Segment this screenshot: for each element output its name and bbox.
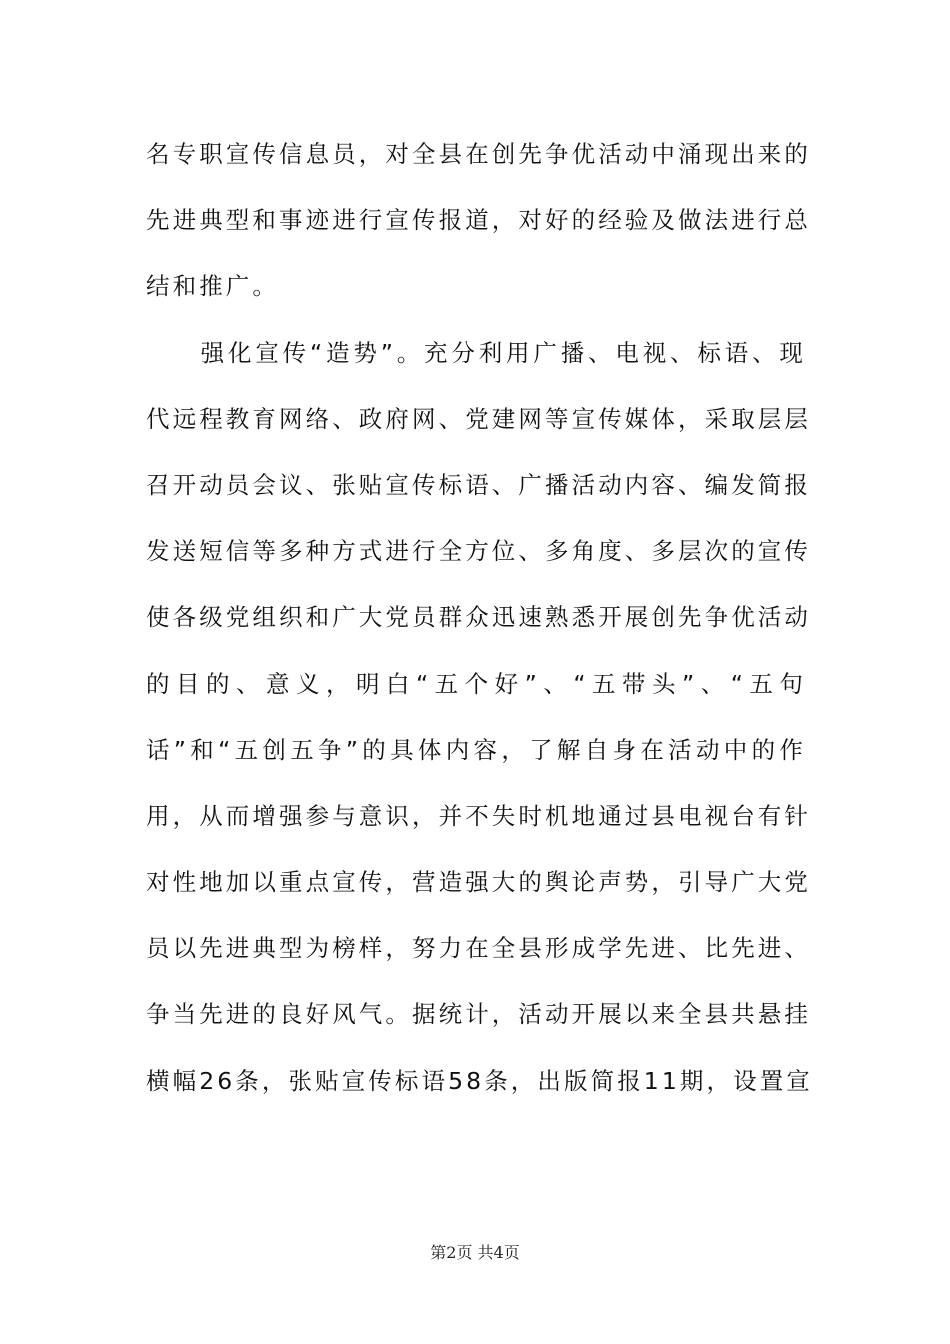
text-line: 员以先进典型为榜样，努力在全县形成学先进、比先进、 xyxy=(146,934,811,963)
text-line: 强化宣传“造势”。充分利用广播、电视、标语、现 xyxy=(146,338,806,367)
text-line: 横幅26条，张贴宣传标语58条，出版简报11期，设置宣 xyxy=(146,1066,813,1095)
text-line: 对性地加以重点宣传，营造强大的舆论声势，引导广大党 xyxy=(146,868,811,897)
text-line: 代远程教育网络、政府网、党建网等宣传媒体，采取层层 xyxy=(146,404,811,433)
page-number: 第2页 共4页 xyxy=(430,1243,520,1262)
body-text xyxy=(146,128,813,1121)
text-line: 的目的、意义，明白“五个好”、“五带头”、“五句 xyxy=(146,669,806,698)
text-line: 用，从而增强参与意识，并不失时机地通过县电视台有针 xyxy=(146,801,811,830)
text-line: 名专职宣传信息员，对全县在创先争优活动中涌现出来的 xyxy=(146,140,811,168)
text-line: 先进典型和事迹进行宣传报道，对好的经验及做法进行总 xyxy=(146,206,811,235)
text-line: 话”和“五创五争”的具体内容，了解自身在活动中的作 xyxy=(146,735,806,764)
text-line: 结和推广。 xyxy=(146,272,279,301)
text-line: 争当先进的良好风气。据统计，活动开展以来全县共悬挂 xyxy=(146,1000,811,1029)
text-line: 使各级党组织和广大党员群众迅速熟悉开展创先争优活动 xyxy=(146,603,811,632)
text-line: 召开动员会议、张贴宣传标语、广播活动内容、编发简报 xyxy=(146,470,811,499)
text-line: 发送短信等多种方式进行全方位、多角度、多层次的宣传 xyxy=(146,537,811,566)
